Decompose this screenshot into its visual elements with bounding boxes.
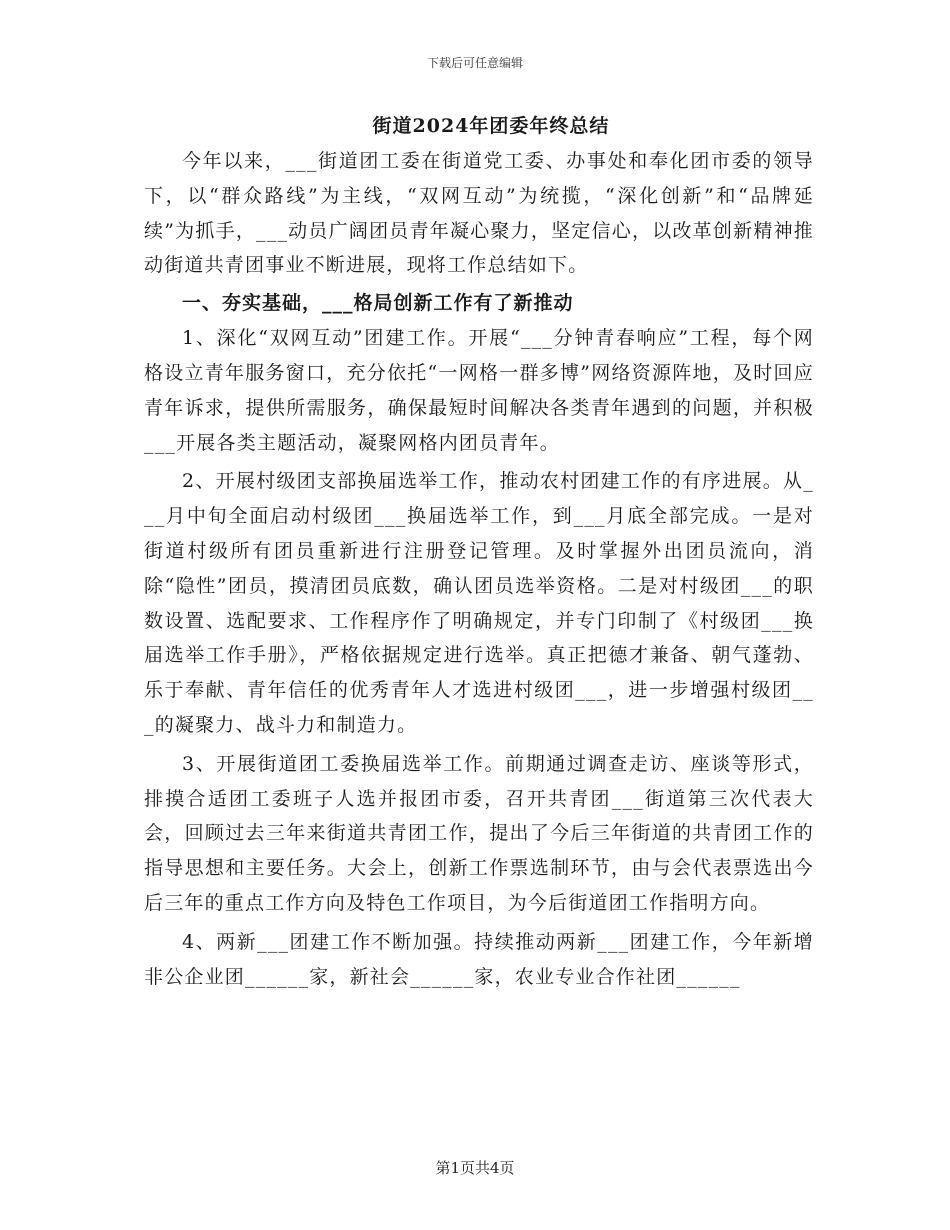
paragraph-item-2: 2、开展村级团支部换届选举工作，推动农村团建工作的有序进展。从___月中旬全面启动村级团___换届选举工作，到___月底全部完成。一是对街道村级所有团员重新进行注册登记管理。及时掌握外出团员流向，消除“隐性”团员，摸清团员底数，确认团员选举资格。二是对村级团___的职数设置、选配要求、工作程序作了明确规定，并专门印制了《村级团___换届选举工作手册》，严格依据规定进行选举。真正把德才兼备、朝气蓬勃、乐于奉献、青年信任的优秀青年人才选进村级团___，进一步增强村级团___的凝聚力、战斗力和制造力。 <box>144 470 814 736</box>
document-body <box>144 108 814 994</box>
section-heading-1: 一、夯实基础，___格局创新工作有了新推动 <box>182 292 574 315</box>
intro-paragraph: 今年以来，___街道团工委在街道党工委、办事处和奉化团市委的领导下，以“群众路线”为主线，“双网互动”为统揽，“深化创新”和“品牌延续”为抓手，___动员广阔团员青年凝心聚力，坚定信心，以改革创新精神推动街道共青团事业不断进展，现将工作总结如下。 <box>144 150 814 277</box>
paragraph-item-4: 4、两新___团建工作不断加强。持续推动两新___团建工作，今年新增非公企业团______家，新社会______家，农业专业合作社团______ <box>144 930 814 988</box>
paragraph-item-3: 3、开展街道团工委换届选举工作。前期通过调查走访、座谈等形式，排摸合适团工委班子人选并报团市委，召开共青团___街道第三次代表大会，回顾过去三年来街道共青团工作，提出了今后三年街道的共青团工作的指导思想和主要任务。大会上，创新工作票选制环节，由与会代表票选出今后三年的重点工作方向及特色工作项目，为今后街道团工作指明方向。 <box>144 752 814 914</box>
paragraph-item-1: 1、深化“双网互动”团建工作。开展“___分钟青春响应”工程，每个网格设立青年服务窗口，充分依托“一网格一群多博”网络资源阵地，及时回应青年诉求，提供所需服务，确保最短时间解决各类青年遇到的问题，并积极___开展各类主题活动，凝聚网格内团员青年。 <box>144 327 814 454</box>
page-number: 第1页共4页 <box>435 1159 515 1177</box>
download-note: 下载后可任意编辑 <box>426 56 523 70</box>
document-title: 街道2024年团委年终总结 <box>372 115 610 137</box>
